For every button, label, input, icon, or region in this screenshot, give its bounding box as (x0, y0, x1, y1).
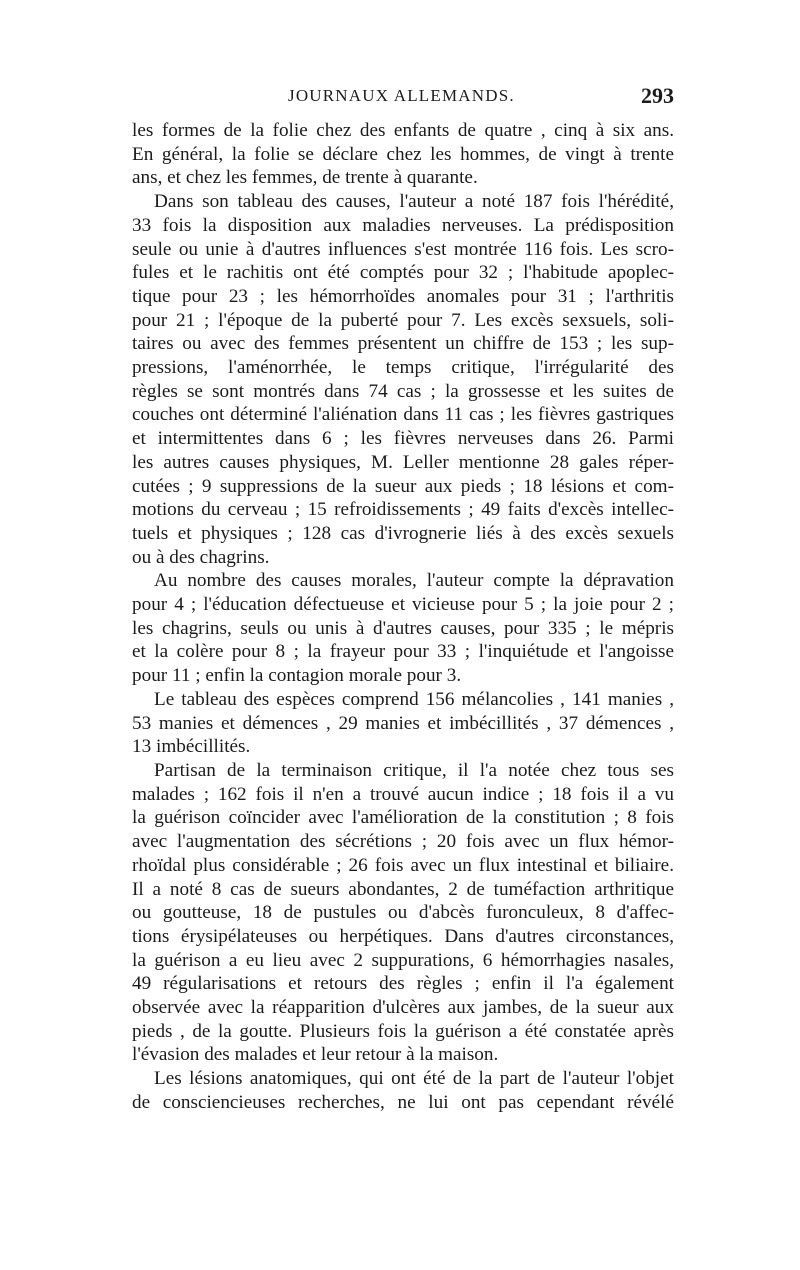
text-line: malades ; 162 fois il n'en a trouvé aucun indice ; 18 fois il a vu (132, 783, 674, 805)
text-line: la guérison a eu lieu avec 2 suppurations, 6 hémorrhagies nasales, (132, 949, 674, 971)
text-line: motions du cerveau ; 15 refroidissements ; 49 faits d'excès intellec- (132, 499, 674, 521)
text-line: taires ou avec des femmes présentent un chiffre de 153 ; les sup- (132, 333, 674, 355)
text-line: tuels et physiques ; 128 cas d'ivrognerie liés à des excès sexuels (132, 522, 674, 544)
text-line: les autres causes physiques, M. Leller mentionne 28 gales réper- (132, 451, 674, 473)
text-line: cutées ; 9 suppressions de la sueur aux pieds ; 18 lésions et com- (132, 475, 674, 497)
text-line: pressions, l'aménorrhée, le temps critique, l'irrégularité des (132, 357, 674, 379)
paragraph (132, 759, 674, 1067)
text-line: les chagrins, seuls ou unis à d'autres causes, pour 335 ; le mépris (132, 617, 674, 639)
text-line: et intermittentes dans 6 ; les fièvres nerveuses dans 26. Parmi (132, 428, 674, 450)
paragraph (132, 1067, 674, 1114)
text-line: 33 fois la disposition aux maladies nerveuses. La prédisposition (132, 214, 674, 236)
text-line: Le tableau des espèces comprend 156 mélancolies , 141 manies , (154, 688, 674, 710)
paragraph (132, 688, 674, 759)
text-line: tions érysipélateuses ou herpétiques. Dans d'autres circonstances, (132, 925, 674, 947)
page-header (132, 83, 674, 116)
text-line: pieds , de la goutte. Plusieurs fois la guérison a été constatée après (132, 1020, 674, 1042)
text-line: tique pour 23 ; les hémorrhoïdes anomales pour 31 ; l'arthritis (132, 285, 674, 307)
text-line: pour 21 ; l'époque de la puberté pour 7. Les excès sexsuels, soli- (132, 309, 674, 331)
text-line: pour 4 ; l'éducation défectueuse et vicieuse pour 5 ; la joie pour 2 ; (132, 594, 674, 616)
paragraph (132, 119, 674, 190)
text-line: Au nombre des causes morales, l'auteur compte la dépravation (154, 570, 674, 592)
text-line: ou goutteuse, 18 de pustules ou d'abcès furonculeux, 8 d'affec- (132, 902, 674, 924)
text-line: ou à des chagrins. (132, 546, 270, 568)
text-line: Il a noté 8 cas de sueurs abondantes, 2 de tuméfaction arthritique (132, 878, 674, 900)
paragraph (132, 190, 674, 569)
paragraph (132, 569, 674, 688)
running-title: JOURNAUX ALLEMANDS. (288, 86, 515, 105)
text-line: couches ont déterminé l'aliénation dans 11 cas ; les fièvres gastriques (132, 404, 674, 426)
text-line: observée avec la réapparition d'ulcères aux jambes, de la sueur aux (132, 997, 674, 1019)
text-line: l'évasion des malades et leur retour à la maison. (132, 1044, 499, 1066)
text-line: de consciencieuses recherches, ne lui ont pas cependant révélé (132, 1091, 674, 1113)
text-line: Dans son tableau des causes, l'auteur a noté 187 fois l'hérédité, (154, 191, 674, 213)
text-line: la guérison coïncider avec l'amélioration de la constitution ; 8 fois (132, 807, 674, 829)
page-number: 293 (641, 83, 674, 108)
text-line: et la colère pour 8 ; la frayeur pour 33 ; l'inquiétude et l'angoisse (132, 641, 674, 663)
text-line: Les lésions anatomiques, qui ont été de la part de l'auteur l'objet (154, 1068, 674, 1090)
text-line: En général, la folie se déclare chez les hommes, de vingt à trente (132, 143, 674, 165)
text-line: avec l'augmentation des sécrétions ; 20 fois avec un flux hémor- (132, 831, 674, 853)
text-line: 13 imbécillités. (132, 736, 251, 758)
text-line: Partisan de la terminaison critique, il l'a notée chez tous ses (154, 759, 674, 781)
text-line: règles se sont montrés dans 74 cas ; la grossesse et les suites de (132, 380, 674, 402)
text-line: seule ou unie à d'autres influences s'est montrée 116 fois. Les scro- (132, 238, 674, 260)
text-line: 53 manies et démences , 29 manies et imbécillités , 37 démences , (132, 712, 674, 734)
text-line: ans, et chez les femmes, de trente à quarante. (132, 167, 478, 189)
text-line: fules et le rachitis ont été comptés pour 32 ; l'habitude apoplec- (132, 262, 674, 284)
text-line: rhoïdal plus considérable ; 26 fois avec un flux intestinal et biliaire. (132, 854, 674, 876)
text-line: 49 régularisations et retours des règles ; enfin il l'a également (132, 973, 674, 995)
text-line: les formes de la folie chez des enfants de quatre , cinq à six ans. (132, 120, 674, 141)
body-text (132, 119, 674, 1115)
text-line: pour 11 ; enfin la contagion morale pour 3. (132, 665, 462, 687)
